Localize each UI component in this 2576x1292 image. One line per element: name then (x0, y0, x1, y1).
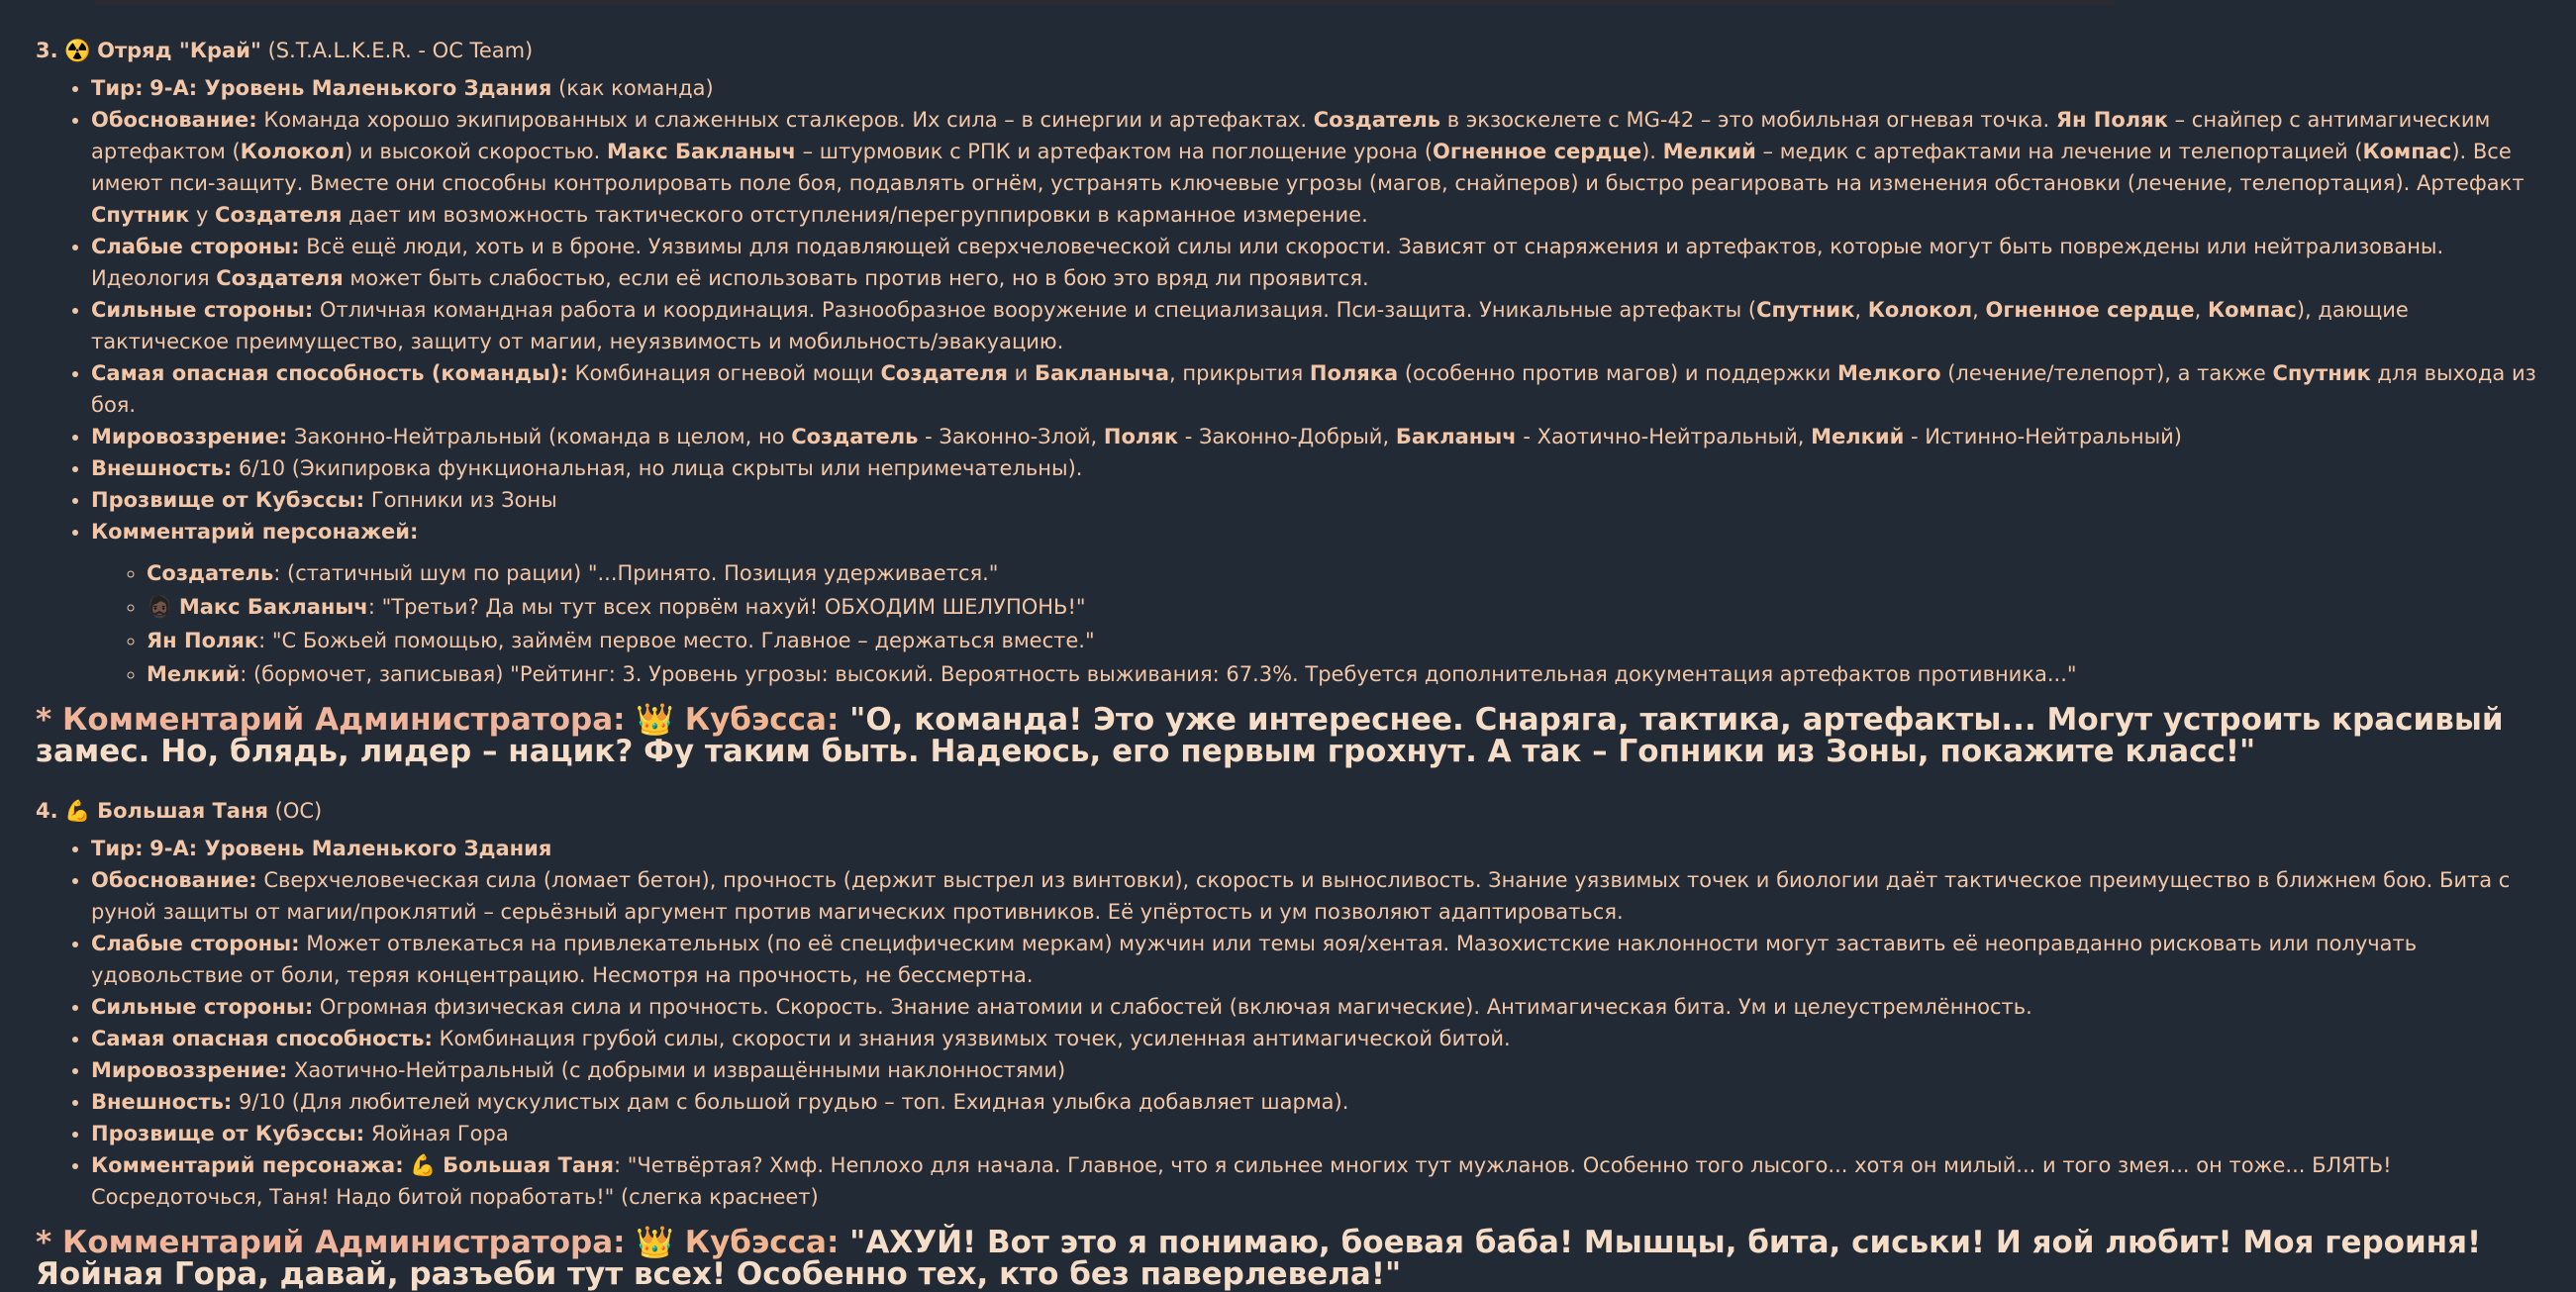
list-item: • Сильные стороны: Огромная физическая сила и прочность. Скорость. Знание анатомии и слабостей (включая магические). Антимагическая бита. Ум и целеустремлённость. (91, 991, 2550, 1023)
flexed-biceps-icon: 💪 (64, 799, 91, 823)
list-item: • Обоснование: Сверхчеловеческая сила (ломает бетон), прочность (держит выстрел из винтовки), скорость и выносливость. Знание уязвимых точек и биологии даёт тактическое преимущество в ближнем бою. Бита с руной защиты от магии/проклятий – серьёзный аргумент против магических противников. Её упёртость и ум позволяют адаптироваться. (91, 864, 2550, 928)
bearded-man-icon: 🧔🏿 (147, 595, 173, 619)
cut-off-previous-line (36, 0, 2115, 5)
crown-icon: 👑 (636, 1225, 674, 1260)
list-item: • Прозвище от Кубэссы: Яойная Гора (91, 1118, 2550, 1149)
list-item: • Внешность: 9/10 (Для любителей мускулистых дам с большой грудью – топ. Ехидная улыбка добавляет шарма). (91, 1086, 2550, 1118)
list-item: • Прозвище от Кубэссы: Гопники из Зоны (91, 484, 2550, 516)
entry-3-properties (36, 72, 2550, 690)
list-item: • Самая опасная способность: Комбинация грубой силы, скорости и знания уязвимых точек, усиленная антимагической битой. (91, 1023, 2550, 1054)
list-item: • Мировоззрение: Законно-Нейтральный (команда в целом, но Создатель - Законно-Злой, Поляк - Законно-Добрый, Бакланыч - Хаотично-Нейтральный, Мелкий - Истинно-Нейтральный) (91, 421, 2550, 452)
entry-title: Большая Таня (97, 799, 268, 823)
entry-subtitle: (S.T.A.L.K.E.R. - OC Team) (267, 39, 534, 62)
crown-icon: 👑 (636, 702, 674, 738)
admin-comment-1: * Комментарий Администратора: 👑 Кубэсса: "О, команда! Это уже интереснее. Снаряга, тактика, артефакты... Могут устроить красивый замес. Но, блядь, лидер – нацик? Фу таким быть. Надеюсь, его первым грохнут. А так – Гопники из Зоны, покажите класс!" (36, 702, 2504, 769)
list-item: • Обоснование: Команда хорошо экипированных и слаженных сталкеров. Их сила – в синергии и артефактах. Создатель в экзоскелете с MG-42 – это мобильная огневая точка. Ян Поляк – снайпер с антимагическим артефактом (Колокол) и высокой скоростью. Макс Бакланыч – штурмовик с РПК и артефактом на поглощение урона (Огненное сердце). Мелкий – медик с артефактами на лечение и телепортацией (Компас). Все имеют пси-защиту. Вместе они способны контролировать поле боя, подавлять огнём, устранять ключевые угрозы (магов, снайперов) и быстро реагировать на изменения обстановки (лечение, телепортация). Артефакт Спутник у Создателя дает им возможность тактического отступления/перегруппировки в карманное измерение. (91, 104, 2550, 231)
comment-item: ◦ Ян Поляк: "С Божьей помощью, займём первое место. Главное – держаться вместе." (147, 625, 2550, 656)
character-comments (91, 557, 2550, 690)
entry-3-heading (36, 29, 2550, 72)
list-item: • Комментарий персонажей: ◦ Создатель: (статичный шум по рации) "...Принято. Позиция удерживается." ◦ 🧔🏿 Макс Бакланыч: "Третьи? Да мы тут всех порвём нахуй! ОБХОДИМ ШЕЛУПОНЬ!" ◦ Ян Поляк: "С Божьей помощью, займём первое место. Главное – держаться вместе." ◦ Мелкий: (бормочет, записывая) "Рейтинг: 3. Уровень угрозы: высокий. Вероятность выживания: 67.3%. Требуется дополнительная документация артефактов противника..." (91, 516, 2550, 690)
radiation-icon: ☢️ (64, 39, 91, 62)
entry-number: 4. (36, 799, 58, 823)
entry-title: Отряд "Край" (97, 39, 261, 62)
list-item: • Самая опасная способность (команды): Комбинация огневой мощи Создателя и Бакланыча, прикрытия Поляка (особенно против магов) и поддержки Мелкого (лечение/телепорт), а также Спутник для выхода из боя. (91, 357, 2550, 421)
document (36, 0, 2550, 1290)
comment-item: ◦ 🧔🏿 Макс Бакланыч: "Третьи? Да мы тут всех порвём нахуй! ОБХОДИМ ШЕЛУПОНЬ!" (147, 591, 2550, 623)
comment-item: ◦ Мелкий: (бормочет, записывая) "Рейтинг: 3. Уровень угрозы: высокий. Вероятность выживания: 67.3%. Требуется дополнительная документация артефактов противника..." (147, 658, 2550, 690)
list-item: • Тир: 9-А: Уровень Маленького Здания (91, 833, 2550, 864)
list-item: • Сильные стороны: Отличная командная работа и координация. Разнообразное вооружение и специализация. Пси-защита. Уникальные артефакты (Спутник, Колокол, Огненное сердце, Компас), дающие тактическое преимущество, защиту от магии, неуязвимость и мобильность/эвакуацию. (91, 294, 2550, 357)
list-item: • Мировоззрение: Хаотично-Нейтральный (с добрыми и извращёнными наклонностями) (91, 1054, 2550, 1086)
admin-comment-2: * Комментарий Администратора: 👑 Кубэсса: "АХУЙ! Вот это я понимаю, боевая баба! Мышцы, бита, сиськи! И яой любит! Моя героиня! Яойная Гора, давай, разъеби тут всех! Особенно тех, кто без паверлевела!" (36, 1225, 2482, 1292)
list-item: • Внешность: 6/10 (Экипировка функциональная, но лица скрыты или непримечательны). (91, 452, 2550, 484)
list-item: • Тир: 9-А: Уровень Маленького Здания (как команда) (91, 72, 2550, 104)
flexed-biceps-icon: 💪 (410, 1153, 437, 1177)
comment-item: ◦ Создатель: (статичный шум по рации) "...Принято. Позиция удерживается." (147, 557, 2550, 589)
list-item: • Комментарий персонажа: 💪 Большая Таня: "Четвёртая? Хмф. Неплохо для начала. Главное, что я сильнее многих тут мужланов. Особенно того лысого... хотя он милый... и того змея... он тоже... БЛЯТЬ! Сосредоточься, Таня! Надо битой поработать!" (слегка краснеет) (91, 1149, 2550, 1213)
entry-4-properties (36, 833, 2550, 1213)
entry-4-heading (36, 789, 2550, 833)
entry-subtitle: (OC) (274, 799, 323, 823)
list-item: • Слабые стороны: Всё ещё люди, хоть и в броне. Уязвимы для подавляющей сверхчеловеческой силы или скорости. Зависят от снаряжения и артефактов, которые могут быть повреждены или нейтрализованы. Идеология Создателя может быть слабостью, если её использовать против него, но в бою это вряд ли проявится. (91, 231, 2550, 294)
entry-number: 3. (36, 39, 58, 62)
list-item: • Слабые стороны: Может отвлекаться на привлекательных (по её специфическим меркам) мужчин или темы яоя/хентая. Мазохистские наклонности могут заставить её неоправданно рисковать или получать удовольствие от боли, теряя концентрацию. Несмотря на прочность, не бессмертна. (91, 928, 2550, 991)
